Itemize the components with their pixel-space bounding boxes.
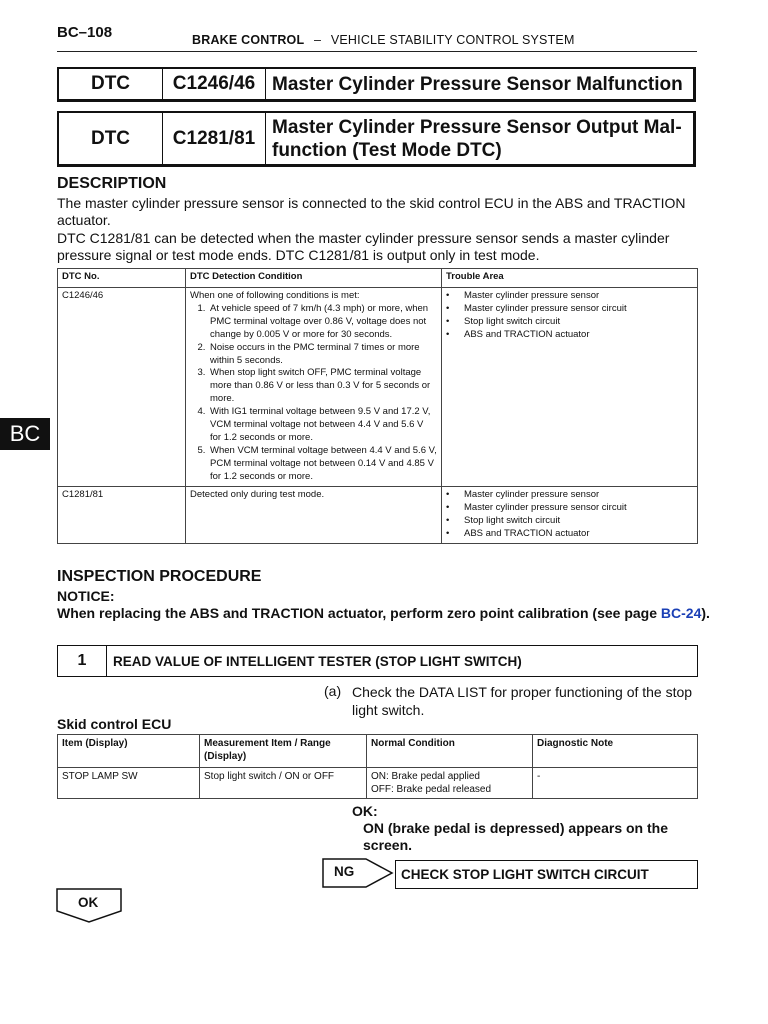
dtc-code-cell: C1246/46 <box>58 288 186 487</box>
section-name: BRAKE CONTROL <box>192 33 305 47</box>
diagnostic-note-cell: - <box>533 768 698 799</box>
dtc-title: Master Cylinder Pressure Sensor Malfunction <box>272 73 683 95</box>
ok-label: OK: <box>352 803 378 819</box>
ok-down-tag[interactable] <box>56 888 122 924</box>
trouble-item: • ABS and TRACTION actuator <box>446 527 590 539</box>
sub-step-marker: (a) <box>324 683 342 699</box>
inspection-heading: INSPECTION PROCEDURE <box>57 568 262 585</box>
table-row <box>58 768 698 799</box>
column-header: Trouble Area <box>442 269 698 288</box>
condition-item: 2. Noise occurs in the PMC terminal 7 times or more within 5 seconds. <box>208 342 437 368</box>
trouble-item: • ABS and TRACTION actuator <box>446 328 590 340</box>
ok-tag-label: OK <box>78 895 99 910</box>
column-header: Measurement Item / Range (Display) <box>200 735 367 768</box>
trouble-list <box>446 489 693 541</box>
table-row <box>58 288 698 487</box>
sub-step-text <box>352 683 692 719</box>
dtc-title-line: function (Test Mode DTC) <box>272 139 502 161</box>
detection-condition-cell <box>186 487 442 544</box>
step-title: READ VALUE OF INTELLIGENT TESTER (STOP LIGHT SWITCH) <box>113 653 522 669</box>
step-1-box <box>57 645 698 677</box>
section-tab-bc[interactable]: BC <box>0 418 50 450</box>
notice-label: NOTICE: <box>57 588 115 604</box>
notice-body: When replacing the ABS and TRACTION actuator, perform zero point calibration (see page <box>57 605 661 621</box>
dtc-label: DTC <box>59 69 163 99</box>
trouble-item: • Master cylinder pressure sensor circuit <box>446 501 627 513</box>
trouble-list <box>446 290 693 342</box>
dtc-label: DTC <box>59 113 163 164</box>
description-paragraph: The master cylinder pressure sensor is connected to the skid control ECU in the ABS and TRACTION actuator. <box>57 195 686 228</box>
condition-item: 4. With IG1 terminal voltage between 9.5 V and 17.2 V, VCM terminal voltage not between 4.4 V and 5.6 V for 1.2 seconds or more. <box>208 406 437 445</box>
table-row <box>58 487 698 544</box>
ng-arrow-shape <box>322 858 394 888</box>
ok-criteria <box>363 820 668 854</box>
page-link[interactable]: BC-24 <box>660 605 702 621</box>
dtc-table <box>57 268 698 544</box>
table-header-row <box>58 735 698 768</box>
notice-end: ). <box>701 605 710 621</box>
dtc-box-c1281 <box>57 111 696 167</box>
trouble-item: • Master cylinder pressure sensor <box>446 489 600 500</box>
condition-intro: Detected only during test mode. <box>190 489 325 500</box>
dtc-title-line: Master Cylinder Pressure Sensor Output Mal- <box>272 116 682 138</box>
detection-condition-cell <box>186 288 442 487</box>
header-separator: – <box>314 33 322 47</box>
sub-step-line: light switch. <box>352 702 425 718</box>
column-header: DTC No. <box>58 269 186 288</box>
condition-intro: When one of following conditions is met: <box>190 290 360 301</box>
header-rule <box>57 51 697 52</box>
ecu-data-list-table <box>57 734 698 799</box>
measurement-cell: Stop light switch / ON or OFF <box>200 768 367 799</box>
trouble-item: • Stop light switch circuit <box>446 514 561 526</box>
ng-action-box[interactable]: CHECK STOP LIGHT SWITCH CIRCUIT <box>395 860 698 889</box>
trouble-item: • Master cylinder pressure sensor circuit <box>446 302 627 314</box>
normal-condition-cell <box>367 768 533 799</box>
ng-arrow-tag[interactable] <box>322 858 394 888</box>
column-header: Item (Display) <box>58 735 200 768</box>
condition-item: 3. When stop light switch OFF, PMC terminal voltage more than 0.86 V or less than 0.3 V for 5 seconds or more. <box>208 367 437 406</box>
column-header: Diagnostic Note <box>533 735 698 768</box>
description-heading: DESCRIPTION <box>57 175 167 192</box>
description-paragraph: DTC C1281/81 can be detected when the master cylinder pressure sensor sends a master cylinder pressure signal or test mode ends. DTC C1281/81 is output only in test mode. <box>57 230 670 263</box>
ok-criteria-line: ON (brake pedal is depressed) appears on the <box>363 820 668 836</box>
dtc-code-cell: C1281/81 <box>58 487 186 544</box>
trouble-item: • Stop light switch circuit <box>446 315 561 327</box>
condition-item: 5. When VCM terminal voltage between 4.4 V and 5.6 V, PCM terminal voltage not between 0.14 V and 4.85 V for 1.2 seconds or more. <box>208 445 437 484</box>
trouble-area-cell <box>442 288 698 487</box>
trouble-item: • Master cylinder pressure sensor <box>446 290 600 301</box>
step-number: 1 <box>58 646 107 676</box>
ng-label: NG <box>334 864 355 879</box>
dtc-title <box>266 113 693 164</box>
column-header: Normal Condition <box>367 735 533 768</box>
condition-line: OFF: Brake pedal released <box>371 784 492 795</box>
dtc-box-c1246 <box>57 67 696 102</box>
table-header-row <box>58 269 698 288</box>
item-cell: STOP LAMP SW <box>58 768 200 799</box>
condition-list <box>190 303 437 484</box>
condition-item: 1. At vehicle speed of 7 km/h (4.3 mph) or more, when PMC terminal voltage over 0.86 V, voltage does not change by 0.005 V or more for 30 seconds. <box>208 303 437 342</box>
dtc-code: C1281/81 <box>163 113 266 164</box>
dtc-code: C1246/46 <box>163 69 266 99</box>
condition-line: ON: Brake pedal applied <box>371 771 480 782</box>
ok-criteria-line: screen. <box>363 837 413 853</box>
page-number: BC–108 <box>57 24 113 41</box>
sub-step-line: Check the DATA LIST for proper functioning of the stop <box>352 684 693 700</box>
notice-text <box>57 605 710 621</box>
trouble-area-cell <box>442 487 698 544</box>
table-caption: Skid control ECU <box>57 716 172 732</box>
column-header: DTC Detection Condition <box>186 269 442 288</box>
running-header <box>192 33 575 47</box>
subsection-name: VEHICLE STABILITY CONTROL SYSTEM <box>330 33 575 47</box>
